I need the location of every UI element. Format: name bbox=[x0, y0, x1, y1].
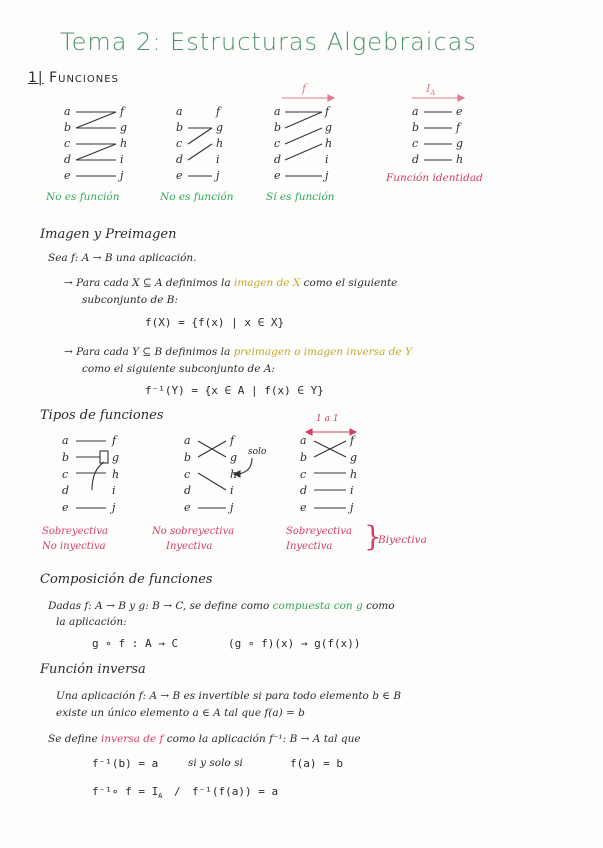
tipos-brace: } bbox=[364, 520, 382, 553]
heading-imagen: Imagen y Preimagen bbox=[40, 227, 177, 242]
inversa-p2: existe un único elemento a ∈ A tal que f(a) = b bbox=[56, 707, 305, 719]
tipos-d1-right: f g h i j bbox=[112, 434, 120, 515]
diagram4-left: a b c d bbox=[412, 105, 420, 166]
imagen-p1-cont: subconjunto de B: bbox=[82, 294, 179, 306]
diagram4-arrow-label: $I_A$ bbox=[426, 82, 436, 98]
page-title: Tema 2: Estructuras Algebraicas bbox=[60, 28, 477, 56]
diagram2-caption: No es función bbox=[160, 191, 234, 203]
map-line bbox=[188, 144, 212, 160]
formula-inversa-2a: f⁻¹∘ $f = I_A$ bbox=[92, 785, 163, 801]
heading-inversa: Función inversa bbox=[40, 662, 146, 677]
tipos-d2-right: f g h i j bbox=[230, 434, 238, 515]
map-line bbox=[76, 144, 116, 160]
tipos-d1-caption: Sobreyectiva No inyectiva bbox=[42, 526, 108, 552]
diagram4-right: e f g h bbox=[456, 105, 464, 166]
inversa-p1: Una aplicación f: A → B es invertible si para todo elemento b ∈ B bbox=[56, 690, 402, 702]
heading-tipos: Tipos de funciones bbox=[40, 408, 164, 423]
imagen-p1: → Para cada X ⊆ A definimos la imagen de X como el siguiente bbox=[64, 277, 398, 289]
imagen-p2: → Para cada Y ⊆ B definimos la preimagen o imagen inversa de Y bbox=[64, 346, 412, 358]
section-number: 1| bbox=[28, 70, 44, 86]
tipos-d1-left: a b c d e bbox=[62, 434, 70, 515]
tipos-d2-note: solo bbox=[248, 447, 267, 457]
tipos-d3-top: 1 a 1 bbox=[316, 414, 339, 424]
inversa-p3: Se define inversa de f como la aplicación f⁻¹: B → A tal que bbox=[48, 733, 361, 745]
diagram3-right: f g h i j bbox=[325, 105, 333, 182]
formula-composicion-1: g ∘ f : A → C bbox=[92, 637, 179, 650]
heading-composicion: Composición de funciones bbox=[40, 572, 213, 587]
diagram1-left: a b c d e bbox=[64, 105, 72, 182]
formula-composicion-2: (g ∘ f)(x) → g(f(x)) bbox=[228, 637, 361, 650]
imagen-intro: Sea f: A → B una aplicación. bbox=[48, 252, 197, 264]
map-line bbox=[285, 112, 322, 128]
map-line bbox=[188, 128, 212, 144]
formula-preimagen: f⁻¹(Y) = {x ∈ A | f(x) ∈ Y} bbox=[145, 384, 324, 397]
formula-inversa-1b: si y solo si bbox=[188, 757, 243, 769]
tipos-biyectiva: Biyectiva bbox=[378, 534, 427, 546]
tipos-d2-caption: No sobreyectiva Inyectiva bbox=[152, 526, 235, 552]
formula-inversa-1a: f⁻¹(b) = a bbox=[92, 757, 159, 770]
diagram2-left: a b c d e bbox=[176, 105, 184, 182]
diagram1-right: f g h i j bbox=[120, 105, 128, 182]
composicion-p1: Dadas f: A → B y g: B → C, se define como compuesta con g como bbox=[48, 600, 395, 612]
formula-inversa-2b: f⁻¹(f(a)) = a bbox=[192, 785, 279, 798]
diagram3-arrow-label: f bbox=[302, 82, 307, 95]
diagram3-caption: Sí es función bbox=[266, 191, 335, 203]
formula-inversa-1c: f(a) = b bbox=[290, 757, 343, 770]
imagen-p2-cont: como el siguiente subconjunto de A: bbox=[82, 363, 275, 375]
tipos-d3-caption: Sobreyectiva Inyectiva bbox=[286, 526, 352, 552]
map-line bbox=[285, 128, 322, 144]
arrow-head bbox=[458, 95, 464, 101]
tipos-d3-left: a b c d e bbox=[300, 434, 308, 515]
tipos-d2-left: a b c d e bbox=[184, 434, 192, 515]
formula-inversa-sep: / bbox=[174, 785, 181, 798]
section-title: Funciones bbox=[49, 70, 119, 86]
map-line bbox=[285, 144, 322, 160]
composicion-p1-cont: la aplicación: bbox=[56, 616, 127, 628]
map-line bbox=[76, 112, 116, 128]
diagram3-left: a b c d e bbox=[274, 105, 282, 182]
diagram1-caption: No es función bbox=[46, 191, 120, 203]
formula-imagen: f(X) = {f(x) | x ∈ X} bbox=[145, 316, 285, 329]
diagram4-caption: Función identidad bbox=[386, 172, 483, 184]
tipos-d3-right: f g h i j bbox=[350, 434, 358, 515]
diagram2-right: f g h i j bbox=[216, 105, 224, 182]
arrow-head bbox=[328, 95, 334, 101]
